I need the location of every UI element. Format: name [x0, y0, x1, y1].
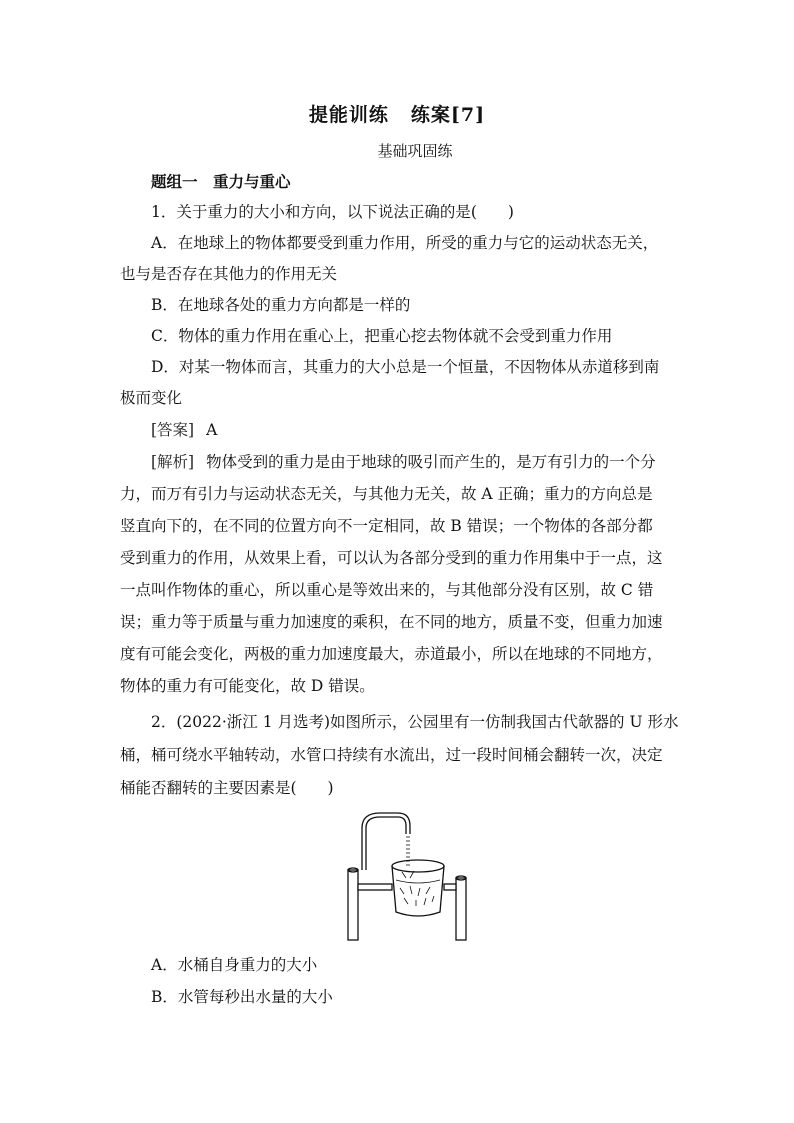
q1-analysis-line7: 度有可能会变化，两极的重力加速度最大，赤道最小，所以在地球的不同地方，: [120, 645, 663, 663]
answer-label: [答案]: [151, 421, 195, 439]
q1-analysis-line6: 误；重力等于质量与重力加速度的乘积，在不同的地方，质量不变，但重力加速: [120, 613, 663, 631]
q1-answer: [151, 420, 711, 440]
q1-analysis-line2: 力，而万有引力与运动状态无关，与其他力无关，故 A 正确；重力的方向总是: [120, 485, 653, 503]
q1-option-d-line2: 极而变化: [120, 389, 183, 407]
q1-analysis-line3: 竖直向下的，在不同的位置方向不一定相同，故 B 错误；一个物体的各部分都: [120, 517, 653, 535]
q1-option-a-line2: 也与是否存在其他力的作用无关: [120, 265, 338, 283]
q1-option-a-line1: A．在地球上的物体都要受到重力作用，所受的重力与它的运动状态无关，: [151, 234, 659, 252]
q2-stem-line2: 桶，桶可绕水平轴转动，水管口持续有水流出，过一段时间桶会翻转一次，决定: [120, 746, 663, 764]
title-right: 练案[7]: [410, 104, 486, 126]
q1-option-b: B．在地球各处的重力方向都是一样的: [151, 296, 411, 314]
analysis-label: [解析]: [151, 453, 195, 471]
page-title: [0, 100, 794, 127]
q1-analysis-line1: [151, 452, 711, 472]
section-heading: 题组一 重力与重心: [151, 172, 291, 191]
q1-option-d-line1: D．对某一物体而言，其重力的大小总是一个恒量，不因物体从赤道移到南: [151, 358, 660, 376]
q2-option-a: A．水桶自身重力的大小: [151, 956, 318, 974]
q1-analysis-line4: 受到重力的作用，从效果上看，可以认为各部分受到的重力作用集中于一点，这: [120, 549, 663, 567]
u-bucket-figure: [340, 808, 480, 943]
page-subtitle: 基础巩固练: [377, 142, 453, 160]
answer-value: A: [206, 421, 218, 439]
q2-stem-line3: 桶能否翻转的主要因素是( ): [120, 779, 334, 797]
q2-stem-line1: 2．(2022·浙江 1 月选考)如图所示，公园里有一仿制我国古代欹器的 U 形水: [151, 713, 679, 731]
q1-stem: 1．关于重力的大小和方向，以下说法正确的是( ): [151, 203, 514, 221]
title-left: 提能训练: [308, 104, 389, 126]
analysis-text-1: 物体受到的重力是由于地球的吸引而产生的，是万有引力的一个分: [206, 453, 656, 471]
q1-analysis-line5: 一点叫作物体的重心，所以重心是等效出来的，与其他部分没有区别，故 C 错: [120, 581, 654, 599]
q1-option-c: C．物体的重力作用在重心上，把重心挖去物体就不会受到重力作用: [151, 327, 613, 345]
q1-analysis-line8: 物体的重力有可能变化，故 D 错误。: [120, 677, 375, 695]
q2-option-b: B．水管每秒出水量的大小: [151, 988, 333, 1006]
